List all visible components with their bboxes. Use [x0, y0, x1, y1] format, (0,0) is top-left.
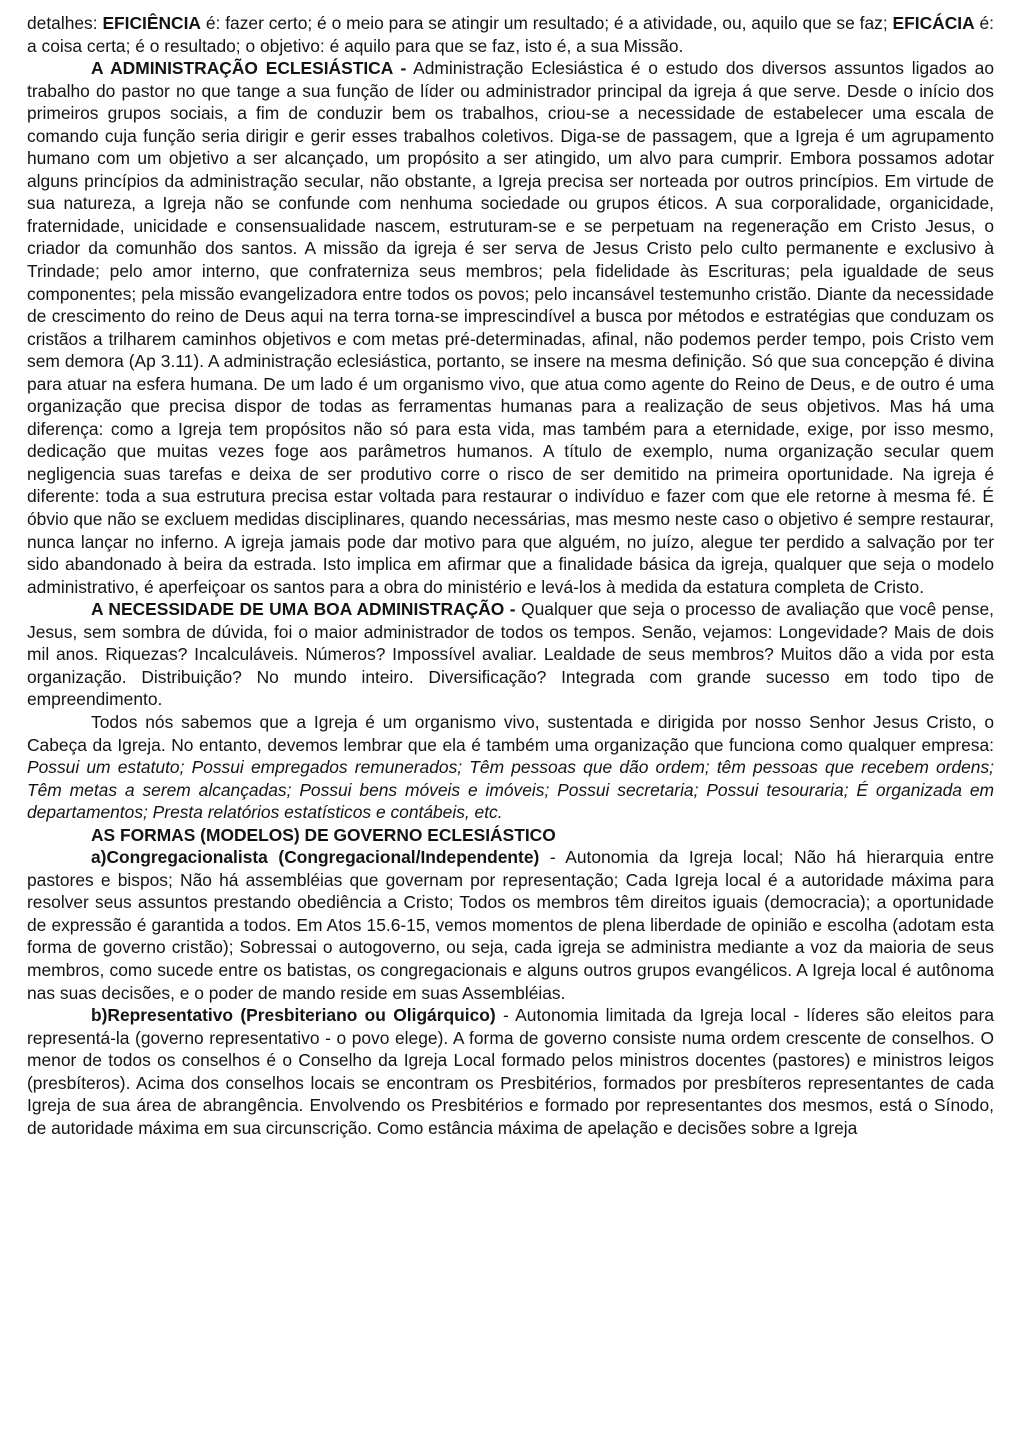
section-heading-administracao-eclesiastica: A ADMINISTRAÇÃO ECLESIÁSTICA - [91, 58, 407, 79]
text-run: - Autonomia limitada da Igreja local - líderes são eleitos para representá-la (governo representativo - o povo elege). A forma de governo consiste numa ordem crescente de conselhos. O menor de todos os conselhos é o Conselho da Igreja Local formado pelos ministros docentes (pastores) e ministros leigos (presbíteros). Acima dos conselhos locais se encontram os Presbitérios, formados por presbíteros representantes de cada Igreja de sua área de abrangência. Envolvendo os Presbitérios e formado por representantes dos mesmos, está o Sínodo, de autoridade máxima em sua circunscrição. Como estância máxima de apelação e decisões sobre a Igreja [27, 1005, 994, 1138]
subheading-congregacionalista: a)Congregacionalista (Congregacional/Independente) [91, 847, 540, 868]
italic-list-empresa: Possui um estatuto; Possui empregados remunerados; Têm pessoas que dão ordem; têm pessoas que recebem ordens; Têm metas a serem alcançadas; Possui bens móveis e imóveis; Possui secretaria; Possui tesouraria; É organizada em departamentos; Presta relatórios estatísticos e contábeis, etc. [27, 757, 994, 823]
paragraph-administracao-eclesiastica [27, 57, 994, 598]
paragraph-congregacionalista [27, 846, 994, 1004]
section-heading-boa-administracao: A NECESSIDADE DE UMA BOA ADMINISTRAÇÃO - [91, 599, 516, 620]
text-run: - Autonomia da Igreja local; Não há hierarquia entre pastores e bispos; Não há assembléias que governam por representação; Cada Igreja local é a autoridade máxima para resolver seus assuntos prestando obediência a Cristo; Todos os membros têm direitos iguais (democracia); a oportunidade de expressão é garantida a todos. Em Atos 15.6-15, vemos momentos de plena liberdade de opinião e escolha (adotam esta forma de governo cristão); Sobressai o autogoverno, ou seja, cada igreja se administra mediante a voz da maioria de seus membros, como sucede entre os batistas, os congregacionais e alguns outros grupos evangélicos. A Igreja local é autônoma nas suas decisões, e o poder de mando reside em suas Assembléias. [27, 847, 994, 1003]
text-run: Administração Eclesiástica é o estudo dos diversos assuntos ligados ao trabalho do pastor no que tange a sua função de líder ou administrador principal da igreja á que serve. Desde o início dos primeiros grupos sociais, a fim de conduzir bem os trabalhos, criou-se a necessidade de estabelecer uma escala de comando cuja função seria dirigir e gerir esses trabalhos coletivos. Diga-se de passagem, que a Igreja é um agrupamento humano com um objetivo a ser alcançado, um propósito a ser atingido, um alvo para cumprir. Embora possamos adotar alguns princípios da administração secular, não obstante, a Igreja precisa ser norteada por outros princípios. Em virtude de sua natureza, a Igreja não se confunde com nenhuma sociedade ou grupos éticos. A sua corporalidade, organicidade, fraternidade, unicidade e consensualidade nascem, estruturam-se e se perpetuam na regeneração em Cristo Jesus, o criador da comunhão dos santos. A missão da igreja é ser serva de Jesus Cristo pelo culto permanente e exclusivo à Trindade; pelo amor interno, que confraterniza seus membros; pela fidelidade às Escrituras; pela igualdade de seus componentes; pela missão evangelizadora entre todos os povos; pelo incansável testemunho cristão. Diante da necessidade de crescimento do reino de Deus aqui na terra torna-se imprescindível a busca por métodos e estratégias que conduzam os cristãos a trilharem caminhos objetivos e com metas pré-determinadas, afinal, não podemos perder tempo, pois Cristo vem sem demora (Ap 3.11). A administração eclesiástica, portanto, se insere na mesma definição. Só que sua concepção é divina para atuar na esfera humana. De um lado é um organismo vivo, que atua como agente do Reino de Deus, e de outro é uma organização que precisa dispor de todas as ferramentas humanas para a realização de seus objetivos. Mas há uma diferença: como a Igreja tem propósitos não só para esta vida, mas também para a eternidade, exige, por isso mesmo, dedicação que muitas vezes foge aos parâmetros humanos. A título de exemplo, numa organização secular quem negligencia suas tarefas e deixa de ser produtivo corre o risco de ser demitido na primeira oportunidade. Na igreja é diferente: toda a sua estrutura precisa estar voltada para restaurar o indivíduo e fazer com que ele retorne à mesma fé. É óbvio que não se excluem medidas disciplinares, quando necessárias, mas mesmo neste caso o objetivo é sempre restaurar, nunca lançar no inferno. A igreja jamais pode dar motivo para que alguém, no juízo, alegue ter perdido a salvação por ter sido abandonado à beira da estrada. Isto implica em afirmar que a finalidade básica da igreja, qualquer que seja o modelo administrativo, é aperfeiçoar os santos para a obra do ministério e levá-los à medida da estatura completa de Cristo. [27, 58, 995, 597]
paragraph-formas-governo-heading [27, 824, 994, 847]
term-eficiencia: EFICIÊNCIA [102, 13, 201, 33]
text-run: Todos nós sabemos que a Igreja é um organismo vivo, sustentada e dirigida por nosso Senhor Jesus Cristo, o Cabeça da Igreja. No entanto, devemos lembrar que ela é também uma organização que funciona como qualquer empresa: [27, 711, 994, 755]
text-run: Qualquer que seja o processo de avaliação que você pense, Jesus, sem sombra de dúvida, foi o maior administrador de todos os tempos. Senão, vejamos: Longevidade? Mais de dois mil anos. Riquezas? Incalculáveis. Números? Impossível avaliar. Lealdade de seus membros? Muitos dão a vida por esta organização. Distribuição? No mundo inteiro. Diversificação? Integrada com grande sucesso em todo tipo de empreendimento. [27, 599, 994, 710]
paragraph-igreja-organizacao [27, 711, 994, 824]
text-run: é: a coisa certa; é o resultado; o objetivo: é aquilo para que se faz, isto é, a sua Missão. [27, 13, 994, 56]
paragraph-eficiencia-eficacia [27, 12, 994, 57]
text-run: detalhes: [27, 13, 103, 33]
section-heading-formas-governo: AS FORMAS (MODELOS) DE GOVERNO ECLESIÁSTICO [91, 824, 556, 845]
paragraph-representativo [27, 1004, 994, 1139]
text-run: é: fazer certo; é o meio para se atingir um resultado; é a atividade, ou, aquilo que se faz; [201, 13, 893, 33]
term-eficacia: EFICÁCIA [892, 13, 975, 33]
paragraph-boa-administracao [27, 598, 994, 711]
subheading-representativo: b)Representativo (Presbiteriano ou Oligárquico) [91, 1005, 496, 1026]
